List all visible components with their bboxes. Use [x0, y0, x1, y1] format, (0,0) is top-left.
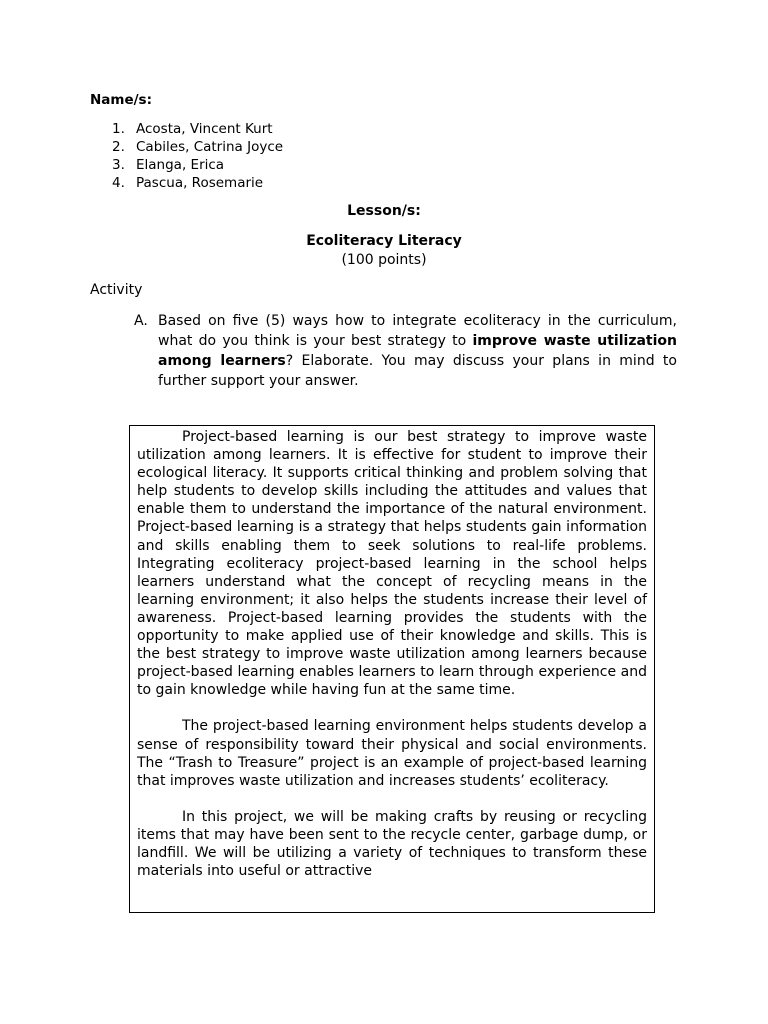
list-item — [112, 156, 283, 174]
names-list — [112, 120, 283, 192]
lesson-label: Lesson/s: — [347, 203, 421, 219]
list-item-number: 1. — [112, 121, 125, 137]
question-text-start: Based on five (5) ways how to integrate ecoliteracy in the curriculum, what do you think is your best strategy to — [158, 313, 677, 349]
answer-box — [129, 425, 655, 913]
list-item-number: 4. — [112, 175, 125, 191]
list-item-number: 3. — [112, 157, 125, 173]
question-text-emphasis: improve waste utilization among learners — [158, 333, 677, 369]
question-letter: A. — [134, 313, 148, 329]
answer-paragraph-2: The project-based learning environment helps students develop a sense of responsibility toward their physical and social environments. The “Trash to Treasure” project is an example of project-based learning that improves waste utilization and increases students’ ecoliteracy. — [137, 718, 647, 789]
answer-paragraph-1: Project-based learning is our best strategy to improve waste utilization among learners. It is effective for student to improve their ecological literacy. It supports critical thinking and problem solving that help students to develop skills including the attitudes and values that enable them to understand the importance of the natural environment. Project-based learning is a strategy that helps students gain information and skills enabling them to seek solutions to real-life problems. Integrating ecoliteracy project-based learning in the school helps learners understand what the concept of recycling means in the learning environment; it also helps the students increase their level of awareness. Project-based learning provides the students with the opportunity to make applied use of their knowledge and skills. This is the best strategy to improve waste utilization among learners because project-based learning enables learners to learn through experience and to gain knowledge while having fun at the same time. — [137, 429, 647, 699]
lesson-points: (100 points) — [341, 252, 427, 268]
question-text — [158, 311, 677, 391]
activity-label: Activity — [90, 282, 143, 298]
list-item-number: 2. — [112, 139, 125, 155]
list-item-name: Acosta, Vincent Kurt — [136, 121, 273, 137]
list-item — [112, 174, 283, 192]
lesson-title: Ecoliteracy Literacy — [306, 233, 462, 249]
names-label: Name/s: — [90, 92, 152, 108]
list-item — [112, 120, 283, 138]
list-item — [112, 138, 283, 156]
list-item-name: Cabiles, Catrina Joyce — [136, 139, 284, 155]
activity-question — [134, 311, 677, 391]
question-text-end: ? Elaborate. You may discuss your plans in mind to further support your answer. — [158, 353, 677, 389]
list-item-name: Pascua, Rosemarie — [136, 175, 264, 191]
answer-paragraph-3: In this project, we will be making crafts by reusing or recycling items that may have been sent to the recycle center, garbage dump, or landfill. We will be utilizing a variety of techniques to transform these materials into useful or attractive — [137, 808, 647, 880]
list-item-name: Elanga, Erica — [136, 157, 225, 173]
